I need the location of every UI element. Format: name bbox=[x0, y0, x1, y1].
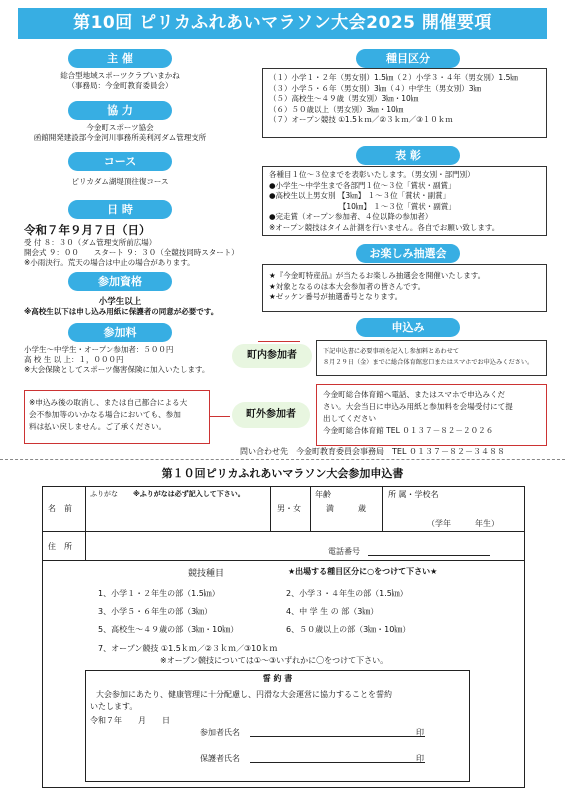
shumoku-box bbox=[262, 68, 547, 138]
name-label: 名 前 bbox=[48, 504, 72, 513]
affiliation-label: 所 属・学校名 bbox=[388, 490, 439, 499]
hyosho-line-3: ●高校生以上男女別 【3㎞】 １～３位「賞状・副賞」 bbox=[269, 191, 451, 200]
participant-signature-line[interactable] bbox=[250, 736, 425, 737]
age-label: 年齢 bbox=[315, 490, 331, 499]
pledge-title: 誓 約 書 bbox=[262, 674, 293, 683]
chusen-line-1: ★『今金町特産品』が当たるお楽しみ抽選会を開催いたします。 bbox=[269, 271, 486, 280]
shumoku-line-5: （７）オープン競技 ①1.5ｋｍ／②３ｋｍ／③１０ｋｍ bbox=[269, 115, 453, 124]
heading-chusen: お楽しみ抽選会 bbox=[356, 244, 460, 263]
nichiji-line-1: 受 付 ８：３０（ダム管理支所前広場） bbox=[24, 238, 157, 247]
chogai-line-1: 今金町総合体育館へ電話、またはスマホで申込みくだ bbox=[323, 390, 506, 399]
event-option-1[interactable]: 1、小学１・２年生の部（1.5㎞） bbox=[98, 589, 220, 598]
hyosho-line-5: ●完走賞（オープン参加者、４位以降の参加者） bbox=[269, 212, 433, 221]
ryokin-line-2: 高 校 生 以 上：１，０００円 bbox=[24, 355, 124, 364]
shumoku-line-1: （１）小学１・２年（男女別）1.5㎞（２）小学３・４年（男女別）1.5㎞ bbox=[269, 73, 518, 82]
connector-chonai bbox=[258, 341, 300, 342]
chonai-box bbox=[316, 340, 547, 376]
heading-nichiji: 日 時 bbox=[68, 200, 172, 219]
shumoku-line-2: （３）小学５・６年（男女別）3㎞（４）中学生（男女別）3㎞ bbox=[269, 83, 482, 93]
hyosho-line-4: 【10㎞】 １～３位「賞状・副賞」 bbox=[269, 201, 456, 211]
grade-label: （学年 年生） bbox=[427, 519, 499, 528]
address-field[interactable] bbox=[85, 531, 525, 561]
event-option-7[interactable]: 7、オープン競技 ①1.5ｋｍ／②３ｋｍ／③10ｋｍ bbox=[98, 644, 278, 653]
phone-label: 電話番号 bbox=[328, 547, 360, 556]
cancel-line-1: ※申込み後の取消し、または自己都合による大 bbox=[29, 398, 188, 407]
chonai-line-2: ８月２９日（金）までに総合体育館窓口またはスマホでお申込みください。 bbox=[323, 358, 534, 366]
heading-shumoku: 種目区分 bbox=[356, 49, 460, 68]
hyosho-line-2: ●小学生～中学生まで各部門１位～３位「賞状・副賞」 bbox=[269, 180, 456, 190]
chogai-line-4: 今金町総合体育館 TEL ０１３７－８２－２０２６ bbox=[323, 426, 494, 435]
chonai-line-1: 下記申込書に必要事項を記入し参加料とあわせて bbox=[323, 348, 460, 355]
event-option-5[interactable]: 5、高校生～４９歳の部（3㎞・10㎞） bbox=[98, 625, 239, 634]
event-option-3[interactable]: 3、小学５・６年生の部（3㎞） bbox=[98, 607, 213, 616]
kyoryoku-line-1: 今金町スポーツ協会 bbox=[86, 123, 154, 132]
participant-seal: 印 bbox=[416, 728, 424, 737]
pledge-line-1: 大会参加にあたり、健康管理に十分配慮し、円滑な大会運営に協力することを誓約 bbox=[96, 690, 392, 699]
shumoku-line-3: （５）高校生～４９歳（男女別）3㎞・10㎞ bbox=[269, 94, 419, 103]
shikaku-note: ※高校生以下は申し込み用紙に保護者の同意が必要です。 bbox=[24, 307, 219, 316]
guardian-seal: 印 bbox=[416, 754, 424, 763]
chogai-box bbox=[316, 384, 547, 446]
event-open-note: ※オープン競技については①～③いずれかに〇をつけて下さい。 bbox=[160, 656, 389, 665]
hyosho-line-6: ※オープン競技はタイム計測を行いません。各自でお願い致します。 bbox=[269, 222, 500, 232]
ryokin-line-3: ※大会保険としてスポーツ傷害保険に加入いたします。 bbox=[24, 365, 210, 374]
chusen-line-2: ★対象となるのは本大会参加者の皆さんです。 bbox=[269, 281, 426, 291]
chogai-line-2: さい。大会当日に申込み用紙と参加料を会場受付にて提 bbox=[323, 402, 513, 411]
ryokin-line-1: 小学生～中学生・オープン参加者：５００円 bbox=[24, 345, 174, 354]
event-heading: 競技種目 bbox=[188, 569, 225, 579]
kyoryoku-line-2: 函館開発建設部今金河川事務所美利河ダム管理支所 bbox=[33, 133, 207, 142]
main-title: 第10回 ピリカふれあいマラソン大会2025 開催要項 bbox=[18, 8, 547, 39]
shusai-line-1: 総合型地域スポーツクラブいまかね bbox=[60, 71, 180, 80]
pledge-line-2: いたします。 bbox=[90, 702, 138, 711]
event-option-2[interactable]: 2、小学３・４年生の部（1.5㎞） bbox=[286, 589, 408, 598]
guardian-signature-line[interactable] bbox=[250, 762, 425, 763]
nichiji-line-2: 開会式 ９：００ スタート ９：３０（全競技同時スタート） bbox=[24, 248, 239, 257]
event-date: 令和７年９月７日（日） bbox=[24, 223, 151, 237]
heading-kyoryoku: 協 力 bbox=[68, 101, 172, 120]
participant-label: 参加者氏名 bbox=[200, 728, 240, 737]
cut-line bbox=[0, 459, 565, 460]
heading-course: コース bbox=[68, 152, 172, 171]
label-chonai: 町内参加者 bbox=[232, 344, 312, 368]
chusen-box bbox=[262, 264, 547, 312]
guardian-label: 保護者氏名 bbox=[200, 754, 240, 763]
chogai-line-3: 出してください bbox=[323, 414, 377, 423]
hyosho-box bbox=[262, 166, 547, 236]
shusai-line-2: （事務局：今金町教育委員会） bbox=[67, 81, 173, 90]
heading-hyosho: 表 彰 bbox=[356, 146, 460, 165]
label-chogai: 町外参加者 bbox=[232, 402, 310, 428]
phone-line[interactable] bbox=[368, 555, 490, 556]
cancel-notice bbox=[24, 390, 210, 444]
sex-options: 男・女 bbox=[277, 504, 301, 513]
form-title: 第１０回ピリカふれあいマラソン大会参加申込書 bbox=[161, 467, 404, 480]
event-note: ★出場する種目区分に○をつけて下さい★ bbox=[288, 567, 438, 576]
connector-chogai bbox=[210, 416, 230, 417]
pledge-date: 令和７年 月 日 bbox=[90, 716, 170, 725]
furigana-note: ※ふりがなは必ず記入して下さい。 bbox=[133, 490, 245, 498]
contact-info: 問い合わせ先 今金町教育委員会事務局 TEL ０１３７－８２－３４８８ bbox=[240, 447, 505, 456]
address-label: 住 所 bbox=[48, 542, 72, 551]
hyosho-line-1: 各種目１位～３位までを表彰いたします。（男女別・部門別） bbox=[269, 170, 475, 179]
course-line: ピリカダム湖堤頂往復コース bbox=[71, 177, 169, 186]
furigana-label: ふりがな bbox=[90, 490, 118, 498]
event-option-4[interactable]: 4、中 学 生 の 部（3㎞） bbox=[286, 607, 379, 616]
age-unit: 満 歳 bbox=[326, 504, 366, 513]
cancel-line-2: 会不参加等のいかなる場合においても、参加 bbox=[29, 410, 181, 419]
heading-moushikomi: 申込み bbox=[356, 318, 460, 337]
heading-shusai: 主 催 bbox=[68, 49, 172, 68]
pledge-box bbox=[85, 670, 470, 782]
nichiji-line-3: ※小雨決行。荒天の場合は中止の場合があります。 bbox=[24, 258, 195, 267]
chusen-line-3: ★ゼッケン番号が抽選番号となります。 bbox=[269, 292, 403, 301]
shumoku-line-4: （６）５０歳以上（男女別）3㎞・10㎞ bbox=[269, 104, 404, 114]
heading-ryokin: 参加料 bbox=[68, 323, 172, 342]
heading-shikaku: 参加資格 bbox=[68, 272, 172, 291]
event-option-6[interactable]: 6、５０歳以上の部（3㎞・10㎞） bbox=[286, 625, 411, 634]
shikaku-main: 小学生以上 bbox=[98, 297, 142, 307]
cancel-line-3: 料は払い戻しません。ご了承ください。 bbox=[29, 422, 167, 431]
